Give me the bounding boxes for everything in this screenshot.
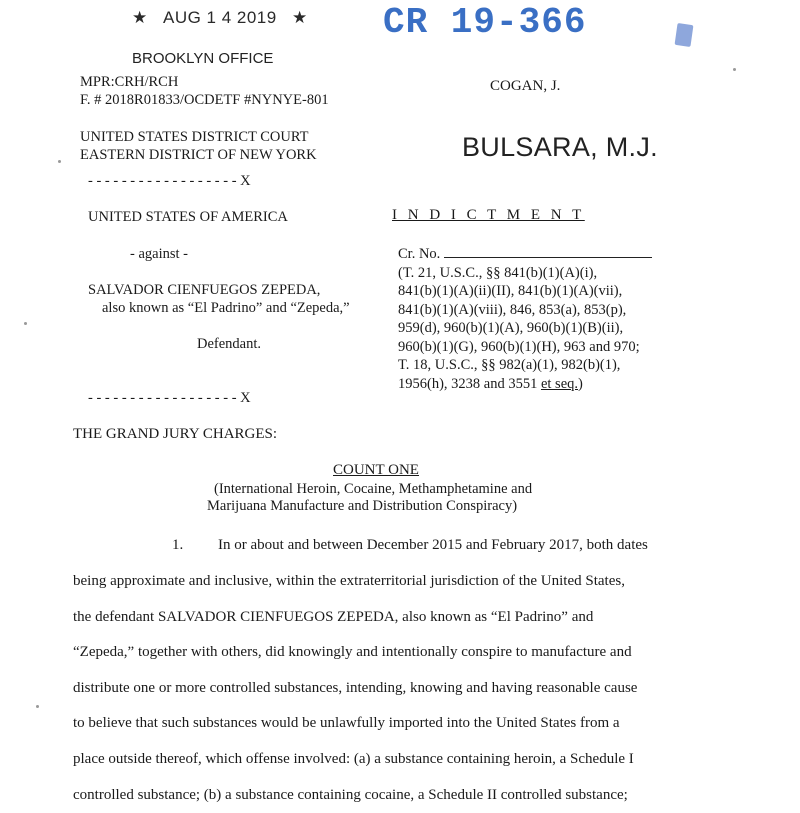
against-label: - against - <box>130 246 188 262</box>
star-icon: ★ <box>132 8 148 27</box>
caption-separator-top: - - - - - - - - - - - - - - - - - - X <box>88 173 251 189</box>
et-seq: et seq. <box>540 375 579 392</box>
defendant-aka: also known as “El Padrino” and “Zepeda,” <box>102 300 350 316</box>
charges-heading: THE GRAND JURY CHARGES: <box>73 426 278 442</box>
paragraph-line: to believe that such substances would be unlawfully imported into the United States from a <box>73 715 620 731</box>
statute-line: 1956(h), 3238 and 3551 et seq.) <box>398 375 583 392</box>
paragraph-line: place outside thereof, which offense involved: (a) a substance containing heroin, a Schedule I <box>73 751 634 767</box>
stamp-office: BROOKLYN OFFICE <box>132 50 274 67</box>
magistrate-judge: BULSARA, M.J. <box>462 132 658 162</box>
statute-line: (T. 21, U.S.C., §§ 841(b)(1)(A)(i), <box>398 264 598 281</box>
statute-block <box>398 245 652 393</box>
scan-speck <box>24 322 27 325</box>
scan-speck <box>36 705 39 708</box>
filed-stamp <box>132 8 308 28</box>
court-district: EASTERN DISTRICT OF NEW YORK <box>80 147 317 163</box>
statute-line: 959(d), 960(b)(1)(A), 960(b)(1)(B)(ii), <box>398 320 624 336</box>
cr-number-blank <box>444 245 652 258</box>
count-subtitle: Marijuana Manufacture and Distribution Conspiracy) <box>207 498 518 514</box>
statute-line: 960(b)(1)(G), 960(b)(1)(H), 963 and 970; <box>398 338 640 355</box>
case-number: CR 19-366 <box>383 2 587 43</box>
district-judge: COGAN, J. <box>490 78 561 94</box>
paragraph-number: 1. <box>172 537 184 553</box>
paragraph-line: controlled substance; (b) a substance containing cocaine, a Schedule II controlled substance; <box>73 787 628 803</box>
plaintiff: UNITED STATES OF AMERICA <box>88 209 288 225</box>
paragraph-line: being approximate and inclusive, within the extraterritorial jurisdiction of the United States, <box>73 573 625 589</box>
scan-speck <box>58 160 61 163</box>
stamp-date: AUG 1 4 2019 <box>162 8 277 27</box>
file-reference: F. # 2018R01833/OCDETF #NYNYE-801 <box>80 92 329 108</box>
ink-smudge-icon <box>675 23 694 47</box>
mpr-reference: MPR:CRH/RCH <box>80 74 179 90</box>
paragraph-line: In or about and between December 2015 and February 2017, both dates <box>218 537 648 553</box>
scan-speck <box>733 68 736 71</box>
star-icon: ★ <box>291 8 308 27</box>
statute-line: 841(b)(1)(A)(ii)(II), 841(b)(1)(A)(vii), <box>398 283 623 299</box>
statute-line: 841(b)(1)(A)(viii), 846, 853(a), 853(p), <box>398 301 627 318</box>
paragraph-line: the defendant SALVADOR CIENFUEGOS ZEPEDA, also known as “El Padrino” and <box>73 609 594 625</box>
paragraph-line: distribute one or more controlled substances, intending, knowing and having reasonable cause <box>73 680 638 696</box>
count-subtitle: (International Heroin, Cocaine, Methamphetamine and <box>214 481 533 497</box>
count-title: COUNT ONE <box>333 462 419 478</box>
caption-separator-bottom: - - - - - - - - - - - - - - - - - - X <box>88 390 251 406</box>
defendant-name: SALVADOR CIENFUEGOS ZEPEDA, <box>88 282 321 298</box>
defendant-label: Defendant. <box>197 336 262 352</box>
court-name: UNITED STATES DISTRICT COURT <box>80 129 309 145</box>
paragraph-line: “Zepeda,” together with others, did knowingly and intentionally conspire to manufacture and <box>73 644 632 660</box>
document-type: I N D I C T M E N T <box>392 207 585 223</box>
cr-number-line: Cr. No. <box>398 245 652 264</box>
statute-line: T. 18, U.S.C., §§ 982(a)(1), 982(b)(1), <box>398 357 621 373</box>
